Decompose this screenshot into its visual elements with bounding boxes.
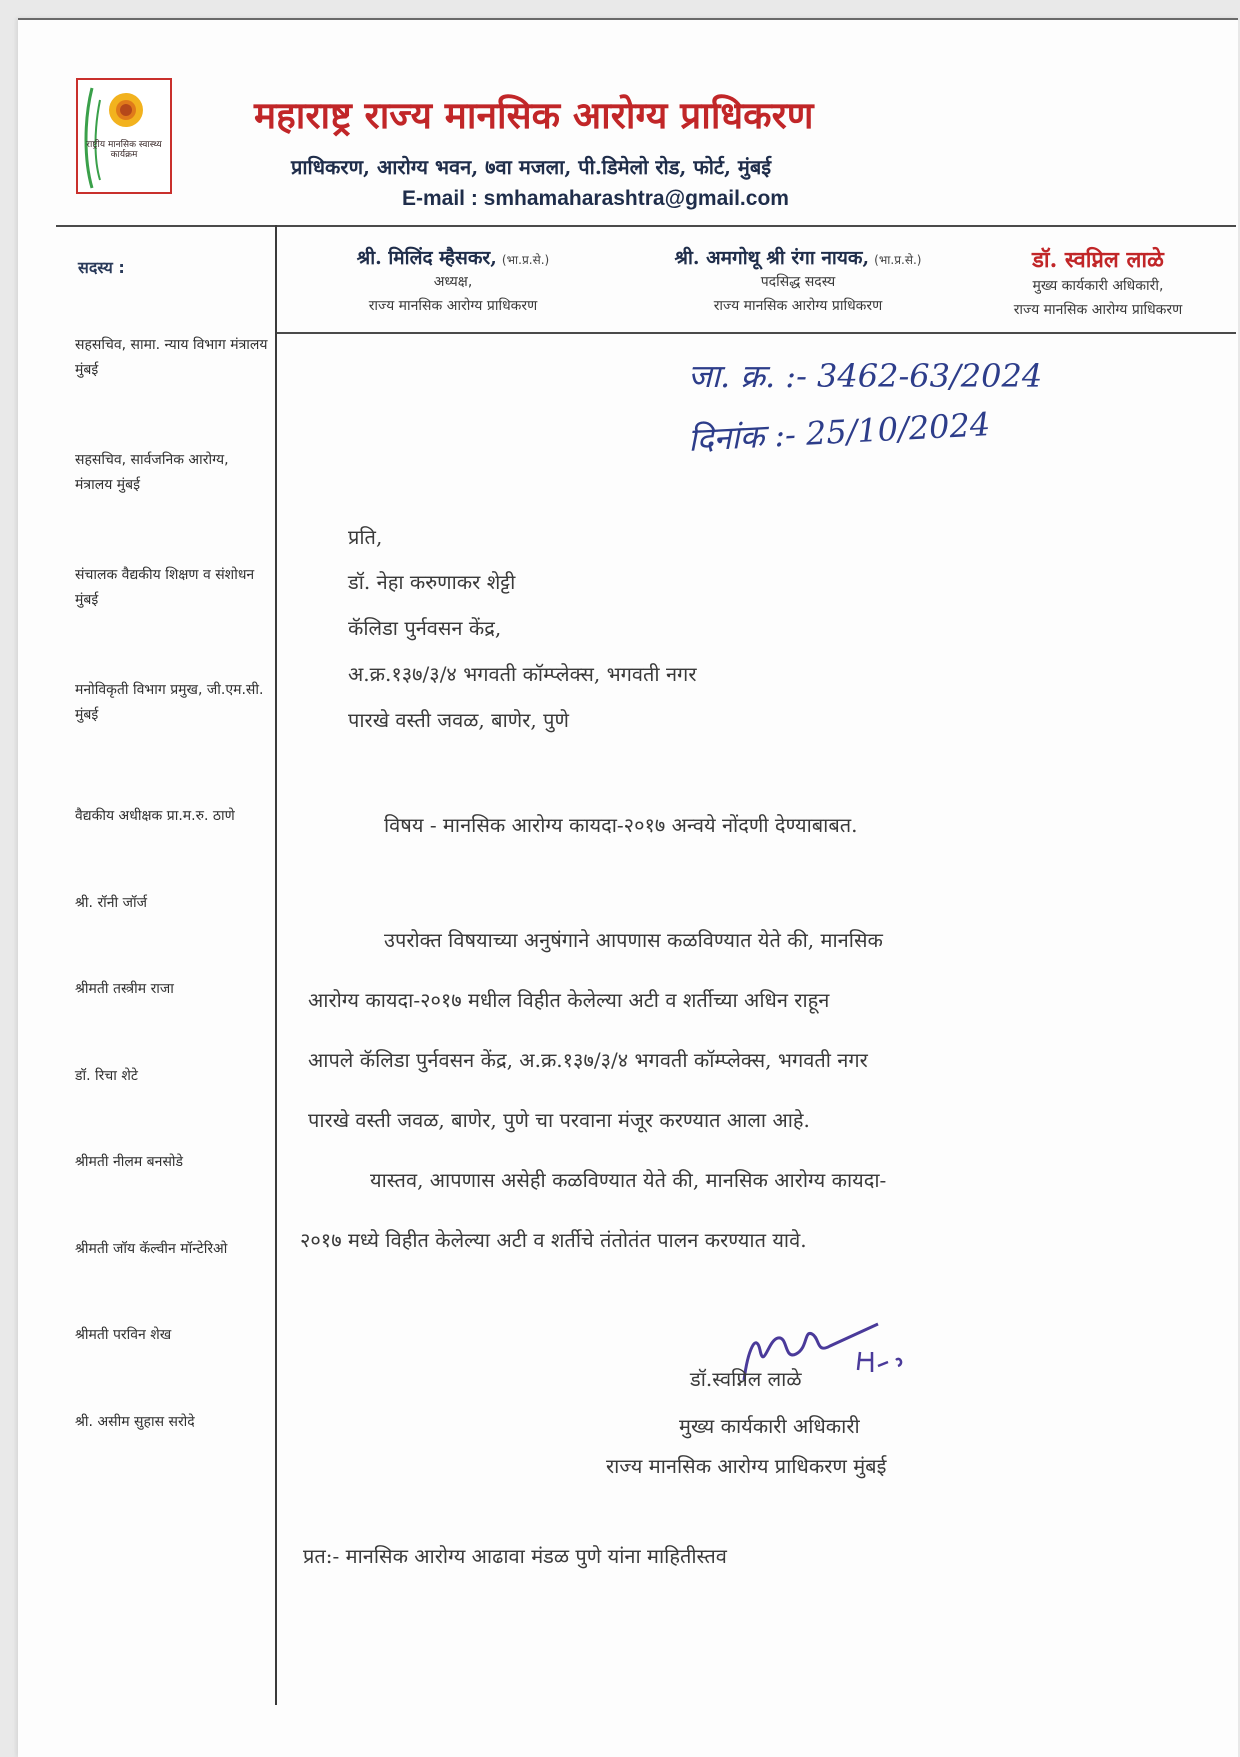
- authority-title: महाराष्ट्र राज्य मानसिक आरोग्य प्राधिकरण: [254, 93, 814, 137]
- member-item: श्री. असीम सुहास सरोदे: [75, 1414, 195, 1430]
- member-item: मनोविकृती विभाग प्रमुख, जी.एम.सी. मुंबई: [75, 682, 264, 723]
- signatory-name: डॉ.स्वप्निल लाळे: [690, 1367, 802, 1391]
- body-line: यास्तव, आपणास असेही कळविण्यात येते की, मानसिक आरोग्य कायदा-: [370, 1168, 887, 1192]
- signatory-office: राज्य मानसिक आरोग्य प्राधिकरण मुंबई: [606, 1454, 887, 1478]
- officer-org: राज्य मानसिक आरोग्य प्राधिकरण: [1013, 302, 1183, 318]
- officer-member: [613, 244, 983, 318]
- header-divider: [56, 225, 1236, 227]
- subject-line: विषय - मानसिक आरोग्य कायदा-२०१७ अन्वये नोंदणी देण्याबाबत.: [384, 813, 858, 837]
- sunflower-icon: [78, 80, 170, 192]
- reference-number: जा. क्र. :- 3462-63/2024: [688, 357, 1043, 395]
- officer-role: पदसिद्ध सदस्य: [760, 274, 836, 290]
- officer-chairman: [288, 244, 618, 318]
- body-line: २०१७ मध्ये विहीत केलेल्या अटी व शर्तीचे तंतोतंत पालन करण्यात यावे.: [300, 1228, 807, 1252]
- authority-address: प्राधिकरण, आरोग्य भवन, ७वा मजला, पी.डिमेलो रोड, फोर्ट, मुंबई: [291, 155, 772, 179]
- officers-divider: [277, 332, 1236, 334]
- recipient-line: अ.क्र.१३७/३/४ भगवती कॉम्प्लेक्स, भगवती नगर: [348, 662, 697, 686]
- authority-email: E-mail : smhamaharashtra@gmail.com: [402, 187, 789, 210]
- recipient-line: कॅलिडा पुर्नवसन केंद्र,: [348, 616, 502, 640]
- officer-org: राज्य मानसिक आरोग्य प्राधिकरण: [368, 298, 538, 314]
- member-item: संचालक वैद्यकीय शिक्षण व संशोधन मुंबई: [75, 567, 255, 608]
- member-item: श्रीमती नीलम बनसोडे: [75, 1154, 184, 1170]
- member-item: डॉ. रिचा शेटे: [75, 1068, 138, 1084]
- sidebar-divider: [275, 225, 277, 1705]
- letter-page: [18, 18, 1238, 1757]
- copy-to: प्रत:- मानसिक आरोग्य आढावा मंडळ पुणे यांना माहितीस्तव: [303, 1544, 727, 1568]
- officer-name: श्री. अमगोथू श्री रंगा नायक,: [674, 247, 870, 269]
- salutation: प्रति,: [348, 525, 383, 549]
- officer-role: अध्यक्ष,: [433, 274, 473, 290]
- member-item: वैद्यकीय अधीक्षक प्रा.म.रु. ठाणे: [75, 808, 235, 824]
- body-line: आरोग्य कायदा-२०१७ मधील विहीत केलेल्या अटी व शर्तीच्या अधिन राहून: [308, 988, 830, 1012]
- officer-role: मुख्य कार्यकारी अधिकारी,: [1032, 278, 1164, 294]
- member-item: श्रीमती जॉय कॅल्वीन मॉन्टेरिओ: [75, 1241, 228, 1257]
- recipient-line: डॉ. नेहा करुणाकर शेट्टी: [348, 570, 516, 594]
- members-label: सदस्य :: [78, 258, 125, 277]
- officer-suffix: (भा.प्र.से.): [501, 253, 550, 267]
- member-item: श्री. रॉनी जॉर्ज: [75, 895, 148, 911]
- officer-ceo: [978, 244, 1218, 322]
- member-item: श्रीमती परविन शेख: [75, 1327, 172, 1343]
- member-item: सहसचिव, सामा. न्याय विभाग मंत्रालय मुंबई: [75, 337, 268, 378]
- logo-caption: राष्ट्रीय मानसिक स्वास्थ्य कार्यक्रम: [86, 140, 162, 160]
- officer-name: डॉ. स्वप्निल लाळे: [1032, 247, 1164, 273]
- body-line: आपले कॅलिडा पुर्नवसन केंद्र, अ.क्र.१३७/३/४ भगवती कॉम्प्लेक्स, भगवती नगर: [308, 1048, 868, 1072]
- officer-name: श्री. मिलिंद म्हैसकर,: [356, 247, 497, 269]
- authority-logo: [76, 78, 172, 194]
- officer-suffix: (भा.प्र.से.): [874, 253, 922, 267]
- member-item: श्रीमती तस्त्रीम राजा: [75, 981, 174, 997]
- reference-date: दिनांक :- 25/10/2024: [687, 405, 992, 459]
- signatory-designation: मुख्य कार्यकारी अधिकारी: [679, 1414, 860, 1438]
- recipient-line: पारखे वस्ती जवळ, बाणेर, पुणे: [348, 708, 569, 732]
- officer-org: राज्य मानसिक आरोग्य प्राधिकरण: [713, 298, 883, 314]
- body-line: उपरोक्त विषयाच्या अनुषंगाने आपणास कळविण्यात येते की, मानसिक: [384, 928, 883, 952]
- body-line: पारखे वस्ती जवळ, बाणेर, पुणे चा परवाना मंजूर करण्यात आला आहे.: [308, 1108, 810, 1132]
- member-item: सहसचिव, सार्वजनिक आरोग्य, मंत्रालय मुंबई: [75, 452, 229, 493]
